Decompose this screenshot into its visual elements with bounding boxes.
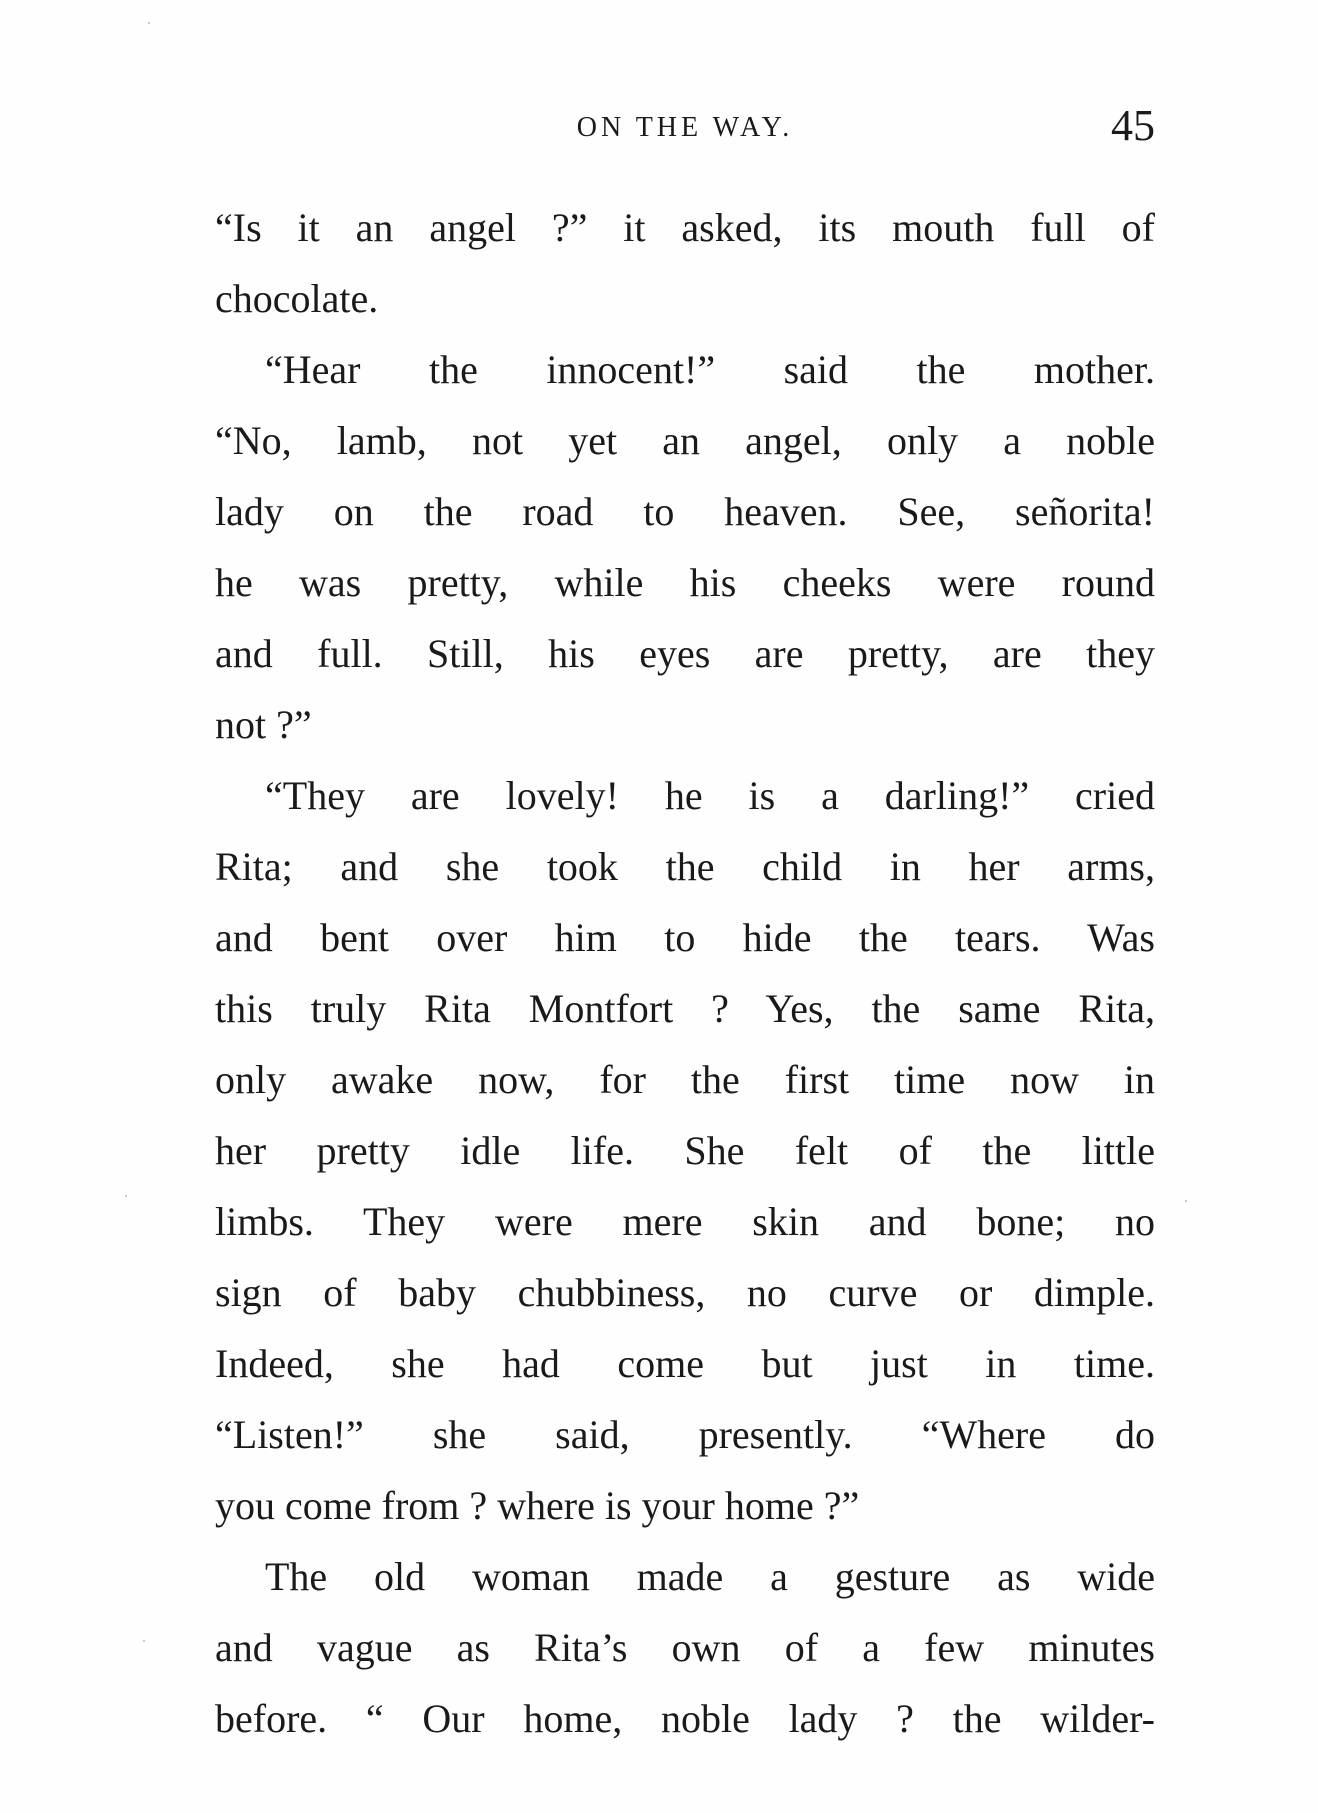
paper-speck — [125, 1195, 127, 1197]
text-line: limbs. They were mere skin and bone; no — [215, 1199, 1155, 1244]
text-line: and full. Still, his eyes are pretty, are they — [215, 631, 1155, 676]
text-line: Indeed, she had come but just in time. — [215, 1341, 1155, 1386]
text-line: sign of baby chubbiness, no curve or dimple. — [215, 1270, 1155, 1315]
text-line: lady on the road to heaven. See, señorita! — [215, 489, 1155, 534]
body-text — [215, 192, 1155, 1754]
text-line: Rita; and she took the child in her arms, — [215, 844, 1155, 889]
page-number: 45 — [1111, 101, 1155, 150]
paper-speck — [1185, 1200, 1187, 1202]
text-line: chocolate. — [215, 276, 379, 321]
text-line: “They are lovely! he is a darling!” cried — [265, 773, 1155, 818]
text-line: and vague as Rita’s own of a few minutes — [215, 1625, 1155, 1670]
text-line: not ?” — [215, 702, 312, 747]
text-line: and bent over him to hide the tears. Was — [215, 915, 1155, 960]
paper-speck — [143, 1640, 145, 1642]
text-line: “Is it an angel ?” it asked, its mouth full of — [215, 205, 1155, 250]
text-line: this truly Rita Montfort ? Yes, the same Rita, — [215, 986, 1155, 1031]
text-line: you come from ? where is your home ?” — [215, 1483, 860, 1528]
text-line: her pretty idle life. She felt of the little — [215, 1128, 1155, 1173]
text-line: “No, lamb, not yet an angel, only a noble — [215, 418, 1155, 463]
running-title: ON THE WAY. — [576, 112, 794, 143]
text-line: he was pretty, while his cheeks were round — [215, 560, 1155, 605]
paper-speck — [148, 22, 150, 24]
running-head — [215, 100, 1155, 150]
text-line: “Hear the innocent!” said the mother. — [265, 347, 1155, 392]
text-line: before. “ Our home, noble lady ? the wilder- — [215, 1696, 1155, 1741]
text-line: only awake now, for the first time now in — [215, 1057, 1155, 1102]
text-line: “Listen!” she said, presently. “Where do — [215, 1412, 1155, 1457]
text-line: The old woman made a gesture as wide — [265, 1554, 1155, 1599]
